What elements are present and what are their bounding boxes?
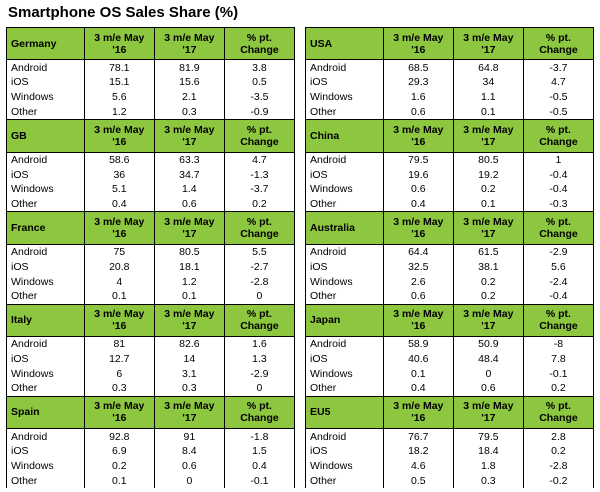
value-may-17: 0 [453,366,523,381]
os-name: Other [306,104,384,119]
value-may-16: 15.1 [84,75,154,90]
value-may-17: 0.2 [453,274,523,289]
table-row [306,152,594,167]
value-pt-change: -0.5 [523,104,593,119]
table-row [7,75,295,90]
table-row [7,337,295,352]
os-name: Windows [306,182,384,197]
value-pt-change: 0.4 [224,459,294,474]
country-table-china [305,119,594,211]
country-table-usa [305,27,594,119]
value-pt-change: -0.3 [523,197,593,212]
value-may-16: 20.8 [84,260,154,275]
table-row [7,366,295,381]
right-column [305,27,594,488]
value-may-16: 5.1 [84,182,154,197]
value-may-16: 2.6 [383,274,453,289]
table-row [306,459,594,474]
value-may-17: 0.6 [453,381,523,396]
tables-grid [6,27,594,488]
value-may-17: 81.9 [154,60,224,75]
value-may-17: 91 [154,429,224,444]
country-table-italy [6,304,295,396]
os-name: iOS [306,352,384,367]
os-name: Windows [306,90,384,105]
header-pt-change: % pt. Change [523,396,593,428]
header-may-17: 3 m/e May '17 [154,28,224,60]
country-table-spain [6,396,295,488]
value-may-17: 14 [154,352,224,367]
os-name: Other [306,473,384,488]
value-pt-change: -2.9 [523,244,593,259]
header-pt-change: % pt. Change [224,304,294,336]
value-may-16: 0.3 [84,381,154,396]
header-may-16: 3 m/e May '16 [383,212,453,244]
value-may-16: 0.1 [84,289,154,304]
value-pt-change: 4.7 [523,75,593,90]
os-name: iOS [7,75,85,90]
value-pt-change: 0 [224,289,294,304]
value-may-17: 0.3 [453,473,523,488]
value-may-16: 0.6 [383,104,453,119]
value-may-16: 0.4 [84,197,154,212]
table-row [7,260,295,275]
os-name: Android [306,429,384,444]
table-row [306,381,594,396]
value-pt-change: 2.8 [523,429,593,444]
table-row [7,444,295,459]
value-pt-change: -0.9 [224,104,294,119]
header-pt-change: % pt. Change [523,212,593,244]
value-may-17: 15.6 [154,75,224,90]
table-header-row [306,28,594,60]
table-row [306,366,594,381]
value-pt-change: -2.8 [523,459,593,474]
os-name: iOS [7,444,85,459]
table-row [7,167,295,182]
table-row [7,459,295,474]
value-may-17: 34 [453,75,523,90]
value-may-17: 0.1 [154,289,224,304]
os-name: Other [7,289,85,304]
value-pt-change: -0.4 [523,182,593,197]
table-row [306,337,594,352]
value-may-16: 4.6 [383,459,453,474]
value-may-17: 0.6 [154,459,224,474]
value-may-16: 79.5 [383,152,453,167]
table-row [7,289,295,304]
value-may-16: 0.2 [84,459,154,474]
country-table-australia [305,211,594,303]
table-row [306,289,594,304]
header-may-16: 3 m/e May '16 [383,120,453,152]
value-may-17: 2.1 [154,90,224,105]
value-may-17: 1.8 [453,459,523,474]
table-header-row [306,304,594,336]
os-name: Other [7,381,85,396]
os-name: Android [7,244,85,259]
value-may-17: 38.1 [453,260,523,275]
country-name: GB [7,120,85,152]
value-pt-change: -0.1 [224,473,294,488]
table-row [7,182,295,197]
value-may-16: 1.6 [383,90,453,105]
country-name: Germany [7,28,85,60]
value-may-16: 0.4 [383,197,453,212]
value-may-16: 5.6 [84,90,154,105]
value-may-16: 4 [84,274,154,289]
value-pt-change: -8 [523,337,593,352]
os-name: iOS [306,75,384,90]
os-name: Android [7,60,85,75]
header-may-16: 3 m/e May '16 [383,28,453,60]
table-row [306,352,594,367]
country-table-japan [305,304,594,396]
header-may-17: 3 m/e May '17 [154,120,224,152]
value-may-17: 48.4 [453,352,523,367]
os-name: Windows [306,366,384,381]
value-pt-change: 1.3 [224,352,294,367]
table-row [306,104,594,119]
value-may-16: 0.6 [383,182,453,197]
header-may-16: 3 m/e May '16 [84,212,154,244]
value-pt-change: 0.5 [224,75,294,90]
value-may-16: 0.5 [383,473,453,488]
table-row [306,182,594,197]
value-may-16: 58.9 [383,337,453,352]
header-may-17: 3 m/e May '17 [453,28,523,60]
value-pt-change: -0.1 [523,366,593,381]
table-row [7,274,295,289]
table-row [306,90,594,105]
header-may-17: 3 m/e May '17 [154,304,224,336]
os-name: Other [7,197,85,212]
table-row [7,473,295,488]
value-pt-change: -0.2 [523,473,593,488]
value-may-16: 0.4 [383,381,453,396]
value-may-17: 34.7 [154,167,224,182]
header-pt-change: % pt. Change [224,212,294,244]
value-may-16: 0.6 [383,289,453,304]
table-header-row [7,212,295,244]
country-name: Japan [306,304,384,336]
value-may-17: 1.2 [154,274,224,289]
os-name: Android [7,337,85,352]
value-may-16: 92.8 [84,429,154,444]
table-row [7,429,295,444]
value-pt-change: 0.2 [523,381,593,396]
value-may-16: 19.6 [383,167,453,182]
value-may-17: 0.1 [453,104,523,119]
value-may-16: 78.1 [84,60,154,75]
value-may-16: 81 [84,337,154,352]
header-pt-change: % pt. Change [523,120,593,152]
value-may-16: 76.7 [383,429,453,444]
country-name: Italy [7,304,85,336]
header-may-16: 3 m/e May '16 [84,120,154,152]
table-row [306,167,594,182]
table-row [7,152,295,167]
value-may-17: 61.5 [453,244,523,259]
value-may-16: 36 [84,167,154,182]
value-may-16: 75 [84,244,154,259]
page-title: Smartphone OS Sales Share (%) [8,4,239,21]
country-table-france [6,211,295,303]
os-name: iOS [306,167,384,182]
os-name: Other [306,289,384,304]
header-may-16: 3 m/e May '16 [383,396,453,428]
table-row [7,244,295,259]
os-name: Other [306,197,384,212]
header-may-16: 3 m/e May '16 [84,304,154,336]
country-name: France [7,212,85,244]
header-may-17: 3 m/e May '17 [154,212,224,244]
table-row [306,60,594,75]
value-may-17: 8.4 [154,444,224,459]
value-may-17: 0.1 [453,197,523,212]
value-pt-change: -3.5 [224,90,294,105]
country-name: Australia [306,212,384,244]
table-header-row [7,28,295,60]
value-may-16: 29.3 [383,75,453,90]
table-row [7,104,295,119]
value-pt-change: 1.6 [224,337,294,352]
value-pt-change: -2.8 [224,274,294,289]
os-name: iOS [306,260,384,275]
os-name: Windows [7,274,85,289]
os-name: Other [7,104,85,119]
os-name: Windows [7,366,85,381]
value-may-17: 0.6 [154,197,224,212]
country-name: Spain [7,396,85,428]
table-row [306,274,594,289]
header-pt-change: % pt. Change [224,28,294,60]
os-name: Android [306,152,384,167]
table-header-row [306,120,594,152]
value-may-16: 6.9 [84,444,154,459]
value-pt-change: 5.6 [523,260,593,275]
value-pt-change: -2.7 [224,260,294,275]
header-may-17: 3 m/e May '17 [453,120,523,152]
value-may-17: 0.3 [154,381,224,396]
header-pt-change: % pt. Change [224,120,294,152]
header-may-17: 3 m/e May '17 [453,212,523,244]
os-name: Windows [7,90,85,105]
table-row [306,473,594,488]
os-name: iOS [7,260,85,275]
value-may-16: 58.6 [84,152,154,167]
country-name: EU5 [306,396,384,428]
os-name: Windows [306,274,384,289]
value-pt-change: 1 [523,152,593,167]
value-may-17: 79.5 [453,429,523,444]
value-may-17: 80.5 [154,244,224,259]
header-may-16: 3 m/e May '16 [84,28,154,60]
os-name: iOS [7,352,85,367]
country-table-gb [6,119,295,211]
table-header-row [7,304,295,336]
value-may-17: 0 [154,473,224,488]
country-table-eu5 [305,396,594,488]
value-may-17: 1.4 [154,182,224,197]
os-name: Other [7,473,85,488]
table-row [306,429,594,444]
os-name: Android [306,244,384,259]
table-row [306,197,594,212]
value-may-17: 1.1 [453,90,523,105]
os-name: Windows [7,182,85,197]
table-header-row [306,212,594,244]
os-name: iOS [7,167,85,182]
value-pt-change: -1.8 [224,429,294,444]
os-name: iOS [306,444,384,459]
header-may-17: 3 m/e May '17 [453,304,523,336]
value-may-16: 0.1 [383,366,453,381]
header-pt-change: % pt. Change [224,396,294,428]
value-may-17: 64.8 [453,60,523,75]
value-may-17: 18.1 [154,260,224,275]
table-row [7,197,295,212]
value-pt-change: 4.7 [224,152,294,167]
table-row [7,60,295,75]
value-may-17: 0.3 [154,104,224,119]
left-column [6,27,295,488]
value-pt-change: -0.4 [523,167,593,182]
value-may-17: 0.2 [453,289,523,304]
value-may-17: 0.2 [453,182,523,197]
value-may-16: 32.5 [383,260,453,275]
table-header-row [7,396,295,428]
value-may-17: 63.3 [154,152,224,167]
value-may-16: 40.6 [383,352,453,367]
value-pt-change: 0.2 [224,197,294,212]
table-header-row [7,120,295,152]
value-pt-change: -2.4 [523,274,593,289]
value-may-16: 68.5 [383,60,453,75]
value-may-16: 18.2 [383,444,453,459]
value-may-17: 80.5 [453,152,523,167]
table-row [7,381,295,396]
value-pt-change: -0.5 [523,90,593,105]
os-name: Windows [306,459,384,474]
value-pt-change: 3.8 [224,60,294,75]
value-may-17: 3.1 [154,366,224,381]
table-row [306,444,594,459]
value-may-17: 50.9 [453,337,523,352]
value-pt-change: -3.7 [224,182,294,197]
value-may-16: 0.1 [84,473,154,488]
value-may-16: 6 [84,366,154,381]
value-pt-change: 0.2 [523,444,593,459]
value-may-16: 64.4 [383,244,453,259]
country-name: China [306,120,384,152]
value-pt-change: 0 [224,381,294,396]
table-header-row [306,396,594,428]
table-row [306,244,594,259]
country-name: USA [306,28,384,60]
value-may-17: 19.2 [453,167,523,182]
header-may-16: 3 m/e May '16 [84,396,154,428]
os-name: Other [306,381,384,396]
value-pt-change: -3.7 [523,60,593,75]
value-may-17: 18.4 [453,444,523,459]
value-pt-change: 7.8 [523,352,593,367]
value-pt-change: 5.5 [224,244,294,259]
value-pt-change: -2.9 [224,366,294,381]
value-may-17: 82.6 [154,337,224,352]
value-pt-change: 1.5 [224,444,294,459]
header-pt-change: % pt. Change [523,28,593,60]
os-name: Windows [7,459,85,474]
header-may-16: 3 m/e May '16 [383,304,453,336]
value-pt-change: -0.4 [523,289,593,304]
table-row [7,352,295,367]
header-may-17: 3 m/e May '17 [154,396,224,428]
value-may-16: 1.2 [84,104,154,119]
header-pt-change: % pt. Change [523,304,593,336]
table-row [306,260,594,275]
value-pt-change: -1.3 [224,167,294,182]
os-name: Android [306,60,384,75]
value-may-16: 12.7 [84,352,154,367]
os-name: Android [306,337,384,352]
header-may-17: 3 m/e May '17 [453,396,523,428]
os-name: Android [7,152,85,167]
os-name: Android [7,429,85,444]
table-row [7,90,295,105]
country-table-germany [6,27,295,119]
table-row [306,75,594,90]
